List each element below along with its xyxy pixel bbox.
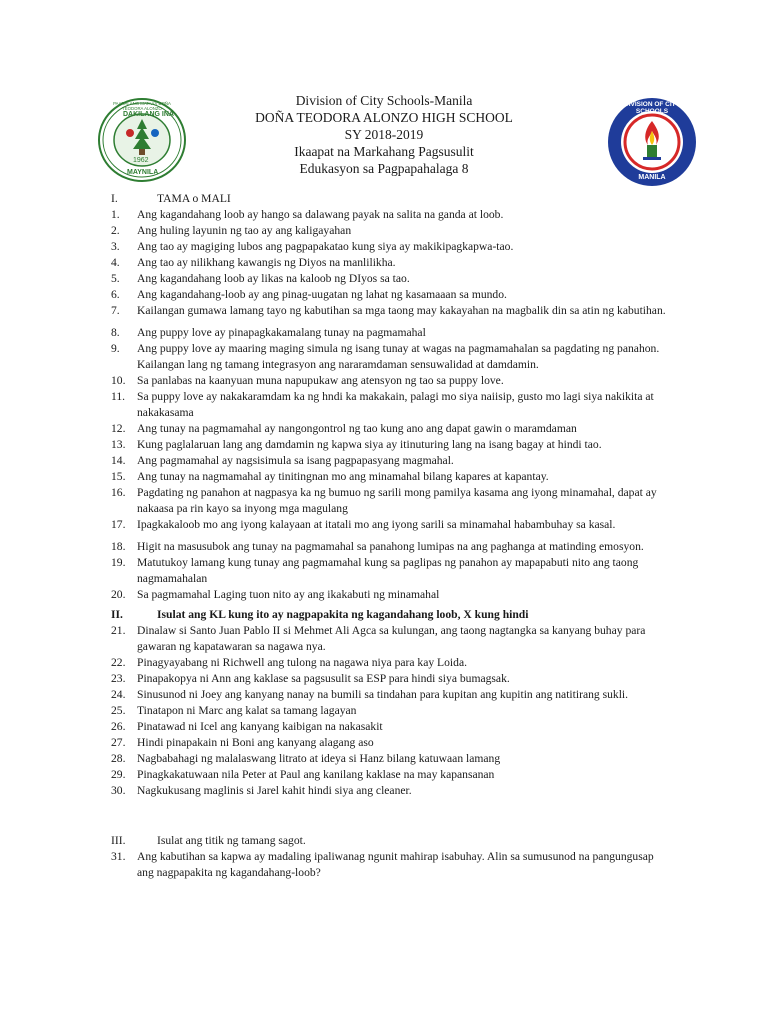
header-subject: Edukasyon sa Pagpapahalaga 8 bbox=[299, 161, 469, 176]
list-item: 13. Kung paglalaruan lang ang damdamin ng kapwa siya ay itinuturing lang na isang bagay at hindi tao. bbox=[111, 438, 602, 451]
exam-content bbox=[111, 191, 671, 881]
school-seal-year: 1962 bbox=[133, 157, 149, 164]
list-item: 1. Ang kagandahang loob ay hango sa dalawang payak na salita na ganda at loob. bbox=[111, 208, 504, 221]
header-school-name: DOÑA TEODORA ALONZO HIGH SCHOOL bbox=[255, 110, 513, 125]
list-item: 29. Pinagkakatuwaan nila Peter at Paul ang kanilang kaklase na may kapansanan bbox=[111, 768, 495, 781]
list-item: 18. Higit na masusubok ang tunay na pagmamahal sa panahong lumipas na ang paghanga at matinding emosyon. bbox=[111, 540, 644, 553]
list-item: 28. Nagbabahagi ng malalaswang litrato at ideya si Hanz bilang katuwaan lamang bbox=[111, 752, 501, 765]
list-item: 12. Ang tunay na pagmamahal ay nangongontrol ng tao kung ano ang dapat gawin o maramdaman bbox=[111, 422, 577, 435]
school-seal-ring-text: PAARALANG MATAAS DOÑA TEODORA ALONZO bbox=[113, 101, 171, 111]
document-header bbox=[0, 92, 768, 177]
school-seal-motto: DAKILANG INA bbox=[123, 111, 174, 118]
list-item: 24. Sinusunod ni Joey ang kanyang nanay na bumili sa tindahan para kupitan ang kupitin ang natitirang sukli. bbox=[111, 688, 629, 701]
list-item: 26. Pinatawad ni Icel ang kanyang kaibigan na nakasakit bbox=[111, 720, 383, 733]
section-3-heading bbox=[111, 833, 671, 849]
section-3-roman: III. bbox=[111, 834, 126, 847]
list-item: 17. Ipagkakaloob mo ang iyong kalayaan at itatali mo ang iyong sarili sa minamahal habambuhay sa kasal. bbox=[111, 518, 616, 531]
list-item: 11. Sa puppy love ay nakakaramdam ka ng hndi ka makakain, palagi mo siya naiisip, gusto mo lagi siya nakikita at nakakasama bbox=[111, 390, 654, 419]
header-exam-title: Ikaapat na Markahang Pagsusulit bbox=[294, 144, 474, 159]
section-2-roman: II. bbox=[111, 608, 123, 621]
section-1-title: TAMA o MALI bbox=[157, 192, 231, 205]
list-item: 7. Kailangan gumawa lamang tayo ng kabutihan sa mga taong may kakayahan na magbalik din sa atin ng kabutihan. bbox=[111, 304, 666, 317]
list-item: 3. Ang tao ay magiging lubos ang pagpapakatao kung siya ay makikipagkapwa-tao. bbox=[111, 240, 514, 253]
list-item: 9. Ang puppy love ay maaring maging simula ng isang tunay at wagas na pagmamahalan sa pagdating ng panahon. Kailangan lang ng tamang integrasyon ang nararamdaman sensuwalidad at damdamin. bbox=[111, 342, 660, 371]
list-item: 22. Pinagyayabang ni Richwell ang tulong na nagawa niya para kay Loida. bbox=[111, 656, 467, 669]
list-item: 21. Dinalaw si Santo Juan Pablo II si Mehmet Ali Agca sa kulungan, ang taong nagtangka sa kanyang buhay para gawaran ng kapatawaran sa nagawa nya. bbox=[111, 624, 646, 653]
list-item: 8. Ang puppy love ay pinapagkakamalang tunay na pagmamahal bbox=[111, 326, 426, 339]
list-item: 20. Sa pagmamahal Laging tuon nito ay ang ikakabuti ng minamahal bbox=[111, 588, 440, 601]
list-item: 16. Pagdating ng panahon at nagpasya ka ng bumuo ng sarili mong pamilya kasama ang iyong minamahal, dapat ay nakaasa pa rin kayo sa inyong mga magulang bbox=[111, 486, 657, 515]
list-item: 10. Sa panlabas na kaanyuan muna napupukaw ang atensyon ng tao sa puppy love. bbox=[111, 374, 504, 387]
header-school-year: SY 2018-2019 bbox=[344, 127, 424, 142]
list-item: 30. Nagkukusang maglinis si Jarel kahit hindi siya ang cleaner. bbox=[111, 784, 412, 797]
division-seal-city: MANILA bbox=[638, 174, 666, 181]
list-item: 19. Matutukoy lamang kung tunay ang pagmamahal kung sa paglipas ng panahon ay mapapabuti nito ang taong nagmamahalan bbox=[111, 556, 639, 585]
list-item: 6. Ang kagandahang-loob ay ang pinag-uugatan ng lahat ng kasamaaan sa mundo. bbox=[111, 288, 507, 301]
list-item: 4. Ang tao ay nilikhang kawangis ng Diyos na manlilikha. bbox=[111, 256, 396, 269]
list-item: 25. Tinatapon ni Marc ang kalat sa tamang lagayan bbox=[111, 704, 357, 717]
section-1-roman: I. bbox=[111, 192, 118, 205]
section-2-heading bbox=[111, 607, 671, 623]
division-seal-ring-text: DIVISION OF CITY SCHOOLS bbox=[624, 101, 680, 115]
list-item: 15. Ang tunay na nagmamahal ay tinitingnan mo ang minamahal bilang kapares at kapantay. bbox=[111, 470, 549, 483]
list-item: 27. Hindi pinapakain ni Boni ang kanyang alagang aso bbox=[111, 736, 374, 749]
list-item: 5. Ang kagandahang loob ay likas na kaloob ng DIyos sa tao. bbox=[111, 272, 410, 285]
header-division: Division of City Schools-Manila bbox=[295, 93, 473, 108]
list-item: 23. Pinapakopya ni Ann ang kaklase sa pagsusulit sa ESP para hindi siya bumagsak. bbox=[111, 672, 510, 685]
section-3-title: Isulat ang titik ng tamang sagot. bbox=[157, 834, 306, 847]
section-1-heading bbox=[111, 191, 671, 207]
school-seal-city: MAYNILA bbox=[127, 169, 159, 176]
list-item: 31. Ang kabutihan sa kapwa ay madaling ipaliwanag ngunit mahirap isabuhay. Alin sa sumusunod na pangungusap ang nagpapakita ng kagandahang-loob? bbox=[111, 850, 654, 879]
section-2-title: Isulat ang KL kung ito ay nagpapakita ng kagandahang loob, X kung hindi bbox=[157, 608, 529, 621]
list-item: 2. Ang huling layunin ng tao ay ang kaligayahan bbox=[111, 224, 352, 237]
list-item: 14. Ang pagmamahal ay nagsisimula sa isang pagpapasyang magmahal. bbox=[111, 454, 454, 467]
